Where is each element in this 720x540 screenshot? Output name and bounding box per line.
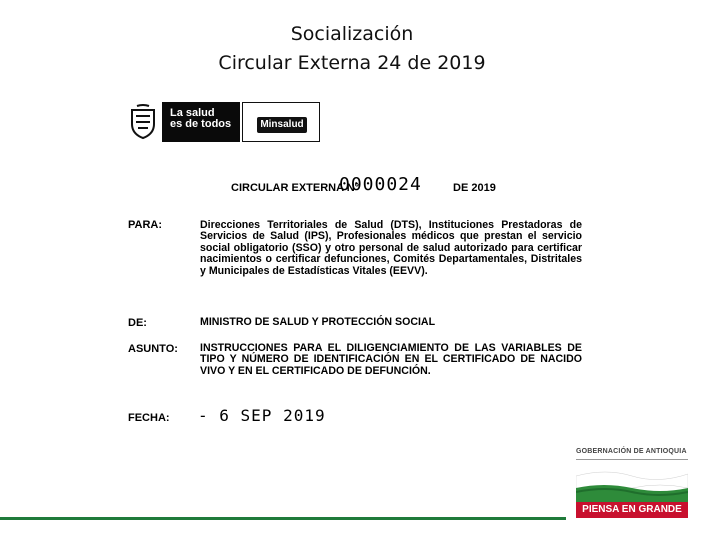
slogan-box: [162, 102, 240, 142]
de-label: DE:: [128, 317, 147, 329]
ministry-logo: Minsalud: [257, 117, 307, 133]
asunto-label: ASUNTO:: [128, 343, 178, 355]
gobernacion-rule: [576, 459, 688, 460]
slide-title-line-1: Socialización: [290, 23, 414, 45]
circular-prefix: CIRCULAR EXTERNA N°: [231, 182, 360, 194]
para-value: Direcciones Territoriales de Salud (DTS), Instituciones Prestadoras de Servicios de Salud (IPS), Profesionales médicos que prestan el servicio social obligatorio (SSO) y otro personal de salud autorizado para certificar nacimientos o certificar defunciones, Comités Departamentales, Distritales y Municipales de Estadísticas Vitales (EEVV).: [200, 219, 582, 277]
slide-title: [0, 20, 704, 78]
gobernacion-slogan: PIENSA EN GRANDE: [576, 502, 688, 518]
fecha-label: FECHA:: [128, 412, 170, 424]
ministry-header: [124, 100, 324, 146]
slide-title-line-2: Circular Externa 24 de 2019: [218, 52, 486, 74]
circular-year: DE 2019: [453, 182, 496, 194]
slogan-line-1: La salud: [170, 107, 215, 119]
circular-number: 0000024: [339, 174, 422, 195]
footer-divider: [0, 517, 566, 520]
de-value: MINISTRO DE SALUD Y PROTECCIÓN SOCIAL: [200, 316, 436, 328]
gobernacion-name: GOBERNACIÓN DE ANTIOQUIA: [576, 448, 687, 455]
slogan-line-2: es de todos: [170, 118, 232, 130]
gobernacion-logo: [574, 440, 690, 522]
ministry-logo-box: [242, 102, 320, 142]
fecha-value: - 6 SEP 2019: [198, 406, 326, 425]
antioquia-flag-icon: [576, 462, 688, 502]
circular-header: [231, 174, 531, 200]
coat-of-arms-icon: [128, 104, 158, 140]
para-label: PARA:: [128, 219, 163, 231]
asunto-value: INSTRUCCIONES PARA EL DILIGENCIAMIENTO DE LAS VARIABLES DE TIPO Y NÚMERO DE IDENTIFICACIÓN EN EL CERTIFICADO DE NACIDO VIVO Y EN EL CERTIFICADO DE DEFUNCIÓN.: [200, 342, 582, 377]
